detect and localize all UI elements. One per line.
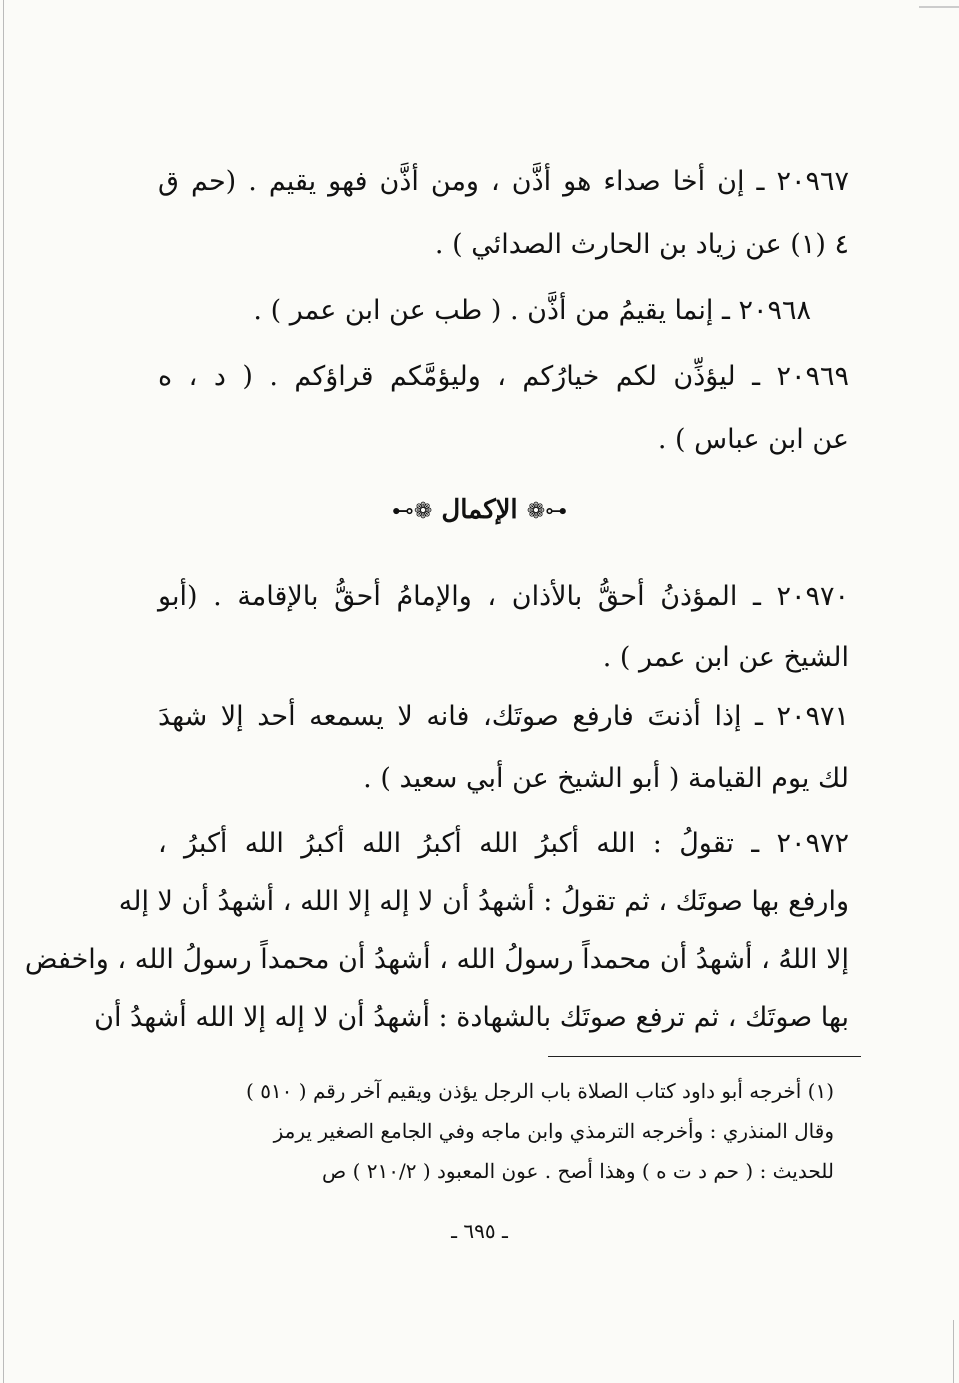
footnote-separator xyxy=(548,1056,861,1057)
hadith-20972-line1: ٢٠٩٧٢ ـ تقولُ : الله أكبرُ الله أكبرُ الله أكبرُ الله أكبرُ ، xyxy=(158,828,849,859)
section-title: الإكمال xyxy=(441,495,518,525)
hadith-20972-line3: إلا اللهُ ، أشهدُ أن محمداً رسولُ الله ، أشهدُ أن محمداً رسولُ الله ، واخفض xyxy=(24,944,849,975)
hadith-20967-line1: ٢٠٩٦٧ ـ إن أخا صداء هو أذَّن ، ومن أذَّن فهو يقيم . (حم ق xyxy=(158,166,849,197)
hadith-20971-line2: لك يوم القيامة ( أبو الشيخ عن أبي سعيد ) . xyxy=(363,763,849,794)
section-heading xyxy=(0,490,959,532)
hadith-20970-line1: ٢٠٩٧٠ ـ المؤذنُ أحقُّ بالأذان ، والإمامُ أحقُّ بالإقامة . (أبو xyxy=(158,581,849,612)
hadith-20971-line1: ٢٠٩٧١ ـ إذا أذنتَ فارفع صوتَك، فانه لا يسمعه أحد إلا شهدَ xyxy=(158,701,849,732)
page-number: ـ ٦٩٥ ـ xyxy=(451,1219,508,1243)
ornament-left-icon: ❁⊶ xyxy=(391,499,433,524)
hadith-20972-line4: بها صوتَك ، ثم ترفع صوتَك بالشهادة : أشهدُ أن لا إله إلا الله أشهدُ أن xyxy=(94,1002,849,1033)
right-scan-edge xyxy=(953,1320,954,1383)
scan-artifact xyxy=(919,6,959,8)
hadith-20970-line2: الشيخ عن ابن عمر ) . xyxy=(602,642,849,673)
left-scan-edge xyxy=(3,0,4,1383)
hadith-20969-line1: ٢٠٩٦٩ ـ ليؤذِّن لكم خيارُكم ، وليؤمَّكم قراؤكم . ( د ، ه xyxy=(158,361,849,392)
footnote-line3: للحديث : ( حم د ت ه ) وهذا أصح . عون المعبود ( ٢١٠/٢ ) ص xyxy=(322,1159,834,1183)
footnote-line2: وقال المنذري : وأخرجه الترمذي وابن ماجه وفي الجامع الصغير يرمز xyxy=(273,1119,834,1143)
hadith-20968: ٢٠٩٦٨ ـ إنما يقيمُ من أذَّن . ( طب عن ابن عمر ) . xyxy=(253,295,811,326)
ornament-right-icon: ⊷❁ xyxy=(526,499,568,524)
hadith-20967-line2: ٤ (١) عن زياد بن الحارث الصدائي ) . xyxy=(434,229,849,260)
hadith-20972-line2: وارفع بها صوتَك ، ثم تقولُ : أشهدُ أن لا إله إلا الله ، أشهدُ أن لا إله xyxy=(118,886,849,917)
hadith-20969-line2: عن ابن عباس ) . xyxy=(657,424,849,455)
footnote-line1: (١) أخرجه أبو داود كتاب الصلاة باب الرجل يؤذن ويقيم آخر رقم ( ٥١٠ ) xyxy=(246,1079,834,1103)
